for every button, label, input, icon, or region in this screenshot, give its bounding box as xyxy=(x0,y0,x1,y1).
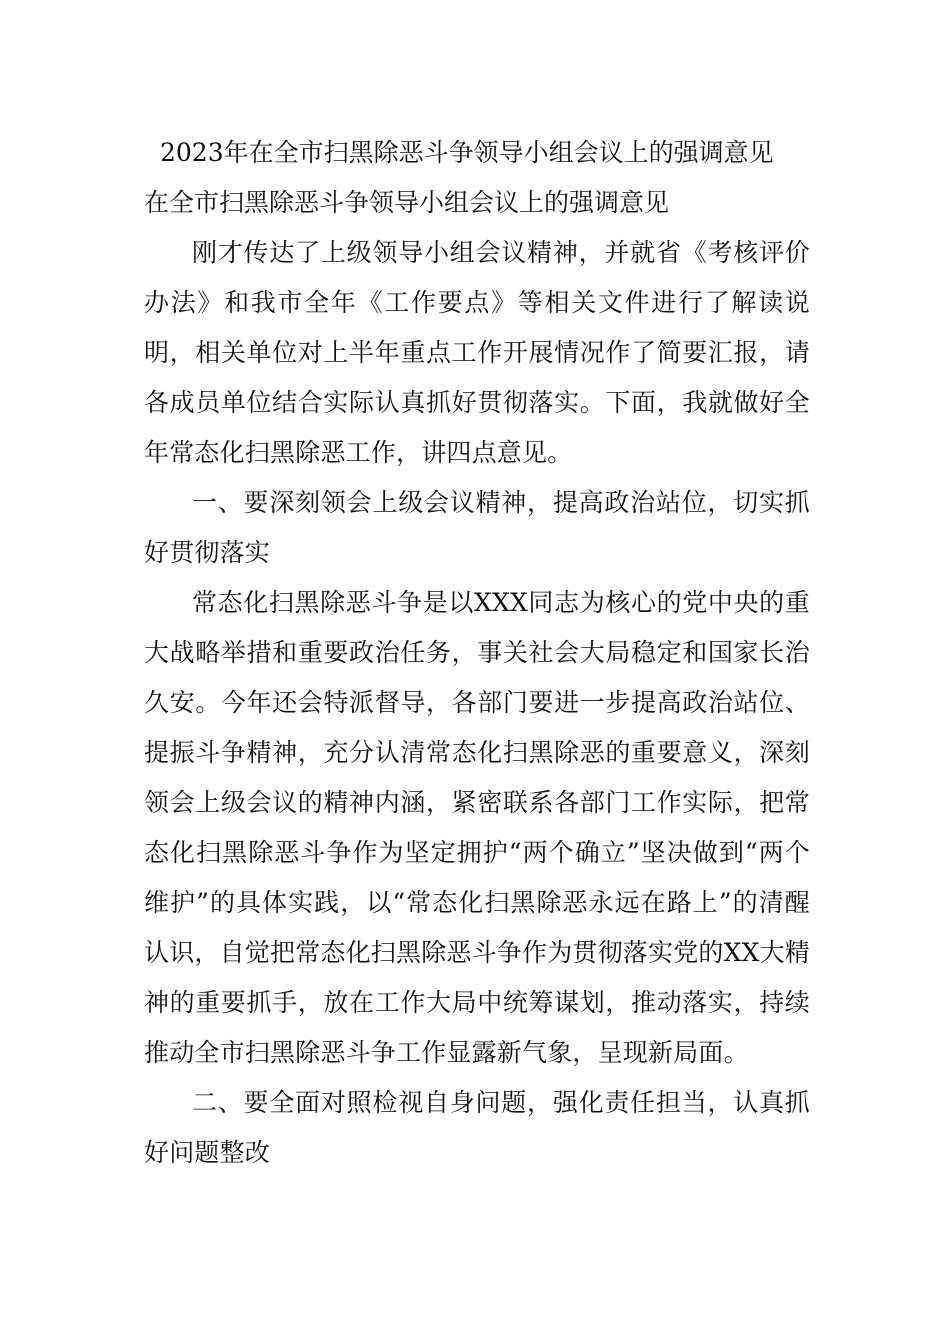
intro-paragraph: 刚才传达了上级领导小组会议精神，并就省《考核评价办法》和我市全年《工作要点》等相关文件进行了解读说明，相关单位对上半年重点工作开展情况作了简要汇报，请各成员单位结合实际认真抓好贯彻落实。下面，我就做好全年常态化扫黑除恶工作，讲四点意见。 xyxy=(144,238,810,467)
document-subtitle: 在全市扫黑除恶斗争领导小组会议上的强调意见 xyxy=(144,188,670,217)
document-title: 2023年在全市扫黑除恶斗争领导小组会议上的强调意见 xyxy=(160,138,774,167)
section-heading-2: 二、要全面对照检视自身问题，强化责任担当，认真抓好问题整改 xyxy=(144,1088,810,1167)
section-1-paragraph: 常态化扫黑除恶斗争是以XXX同志为核心的党中央的重大战略举措和重要政治任务，事关社会大局稳定和国家长治久安。今年还会特派督导，各部门要进一步提高政治站位、提振斗争精神，充分认清常态化扫黑除恶的重要意义，深刻领会上级会议的精神内涵，紧密联系各部门工作实际，把常态化扫黑除恶斗争作为坚定拥护“两个确立”坚决做到“两个维护”的具体实践，以“常态化扫黑除恶永远在路上”的清醒认识，自觉把常态化扫黑除恶斗争作为贯彻落实党的XX大精神的重要抓手，放在工作大局中统筹谋划，推动落实，持续推动全市扫黑除恶斗争工作显露新气象，呈现新局面。 xyxy=(144,588,810,1067)
section-heading-1: 一、要深刻领会上级会议精神，提高政治站位，切实抓好贯彻落实 xyxy=(144,488,810,567)
document-body xyxy=(144,128,810,1178)
